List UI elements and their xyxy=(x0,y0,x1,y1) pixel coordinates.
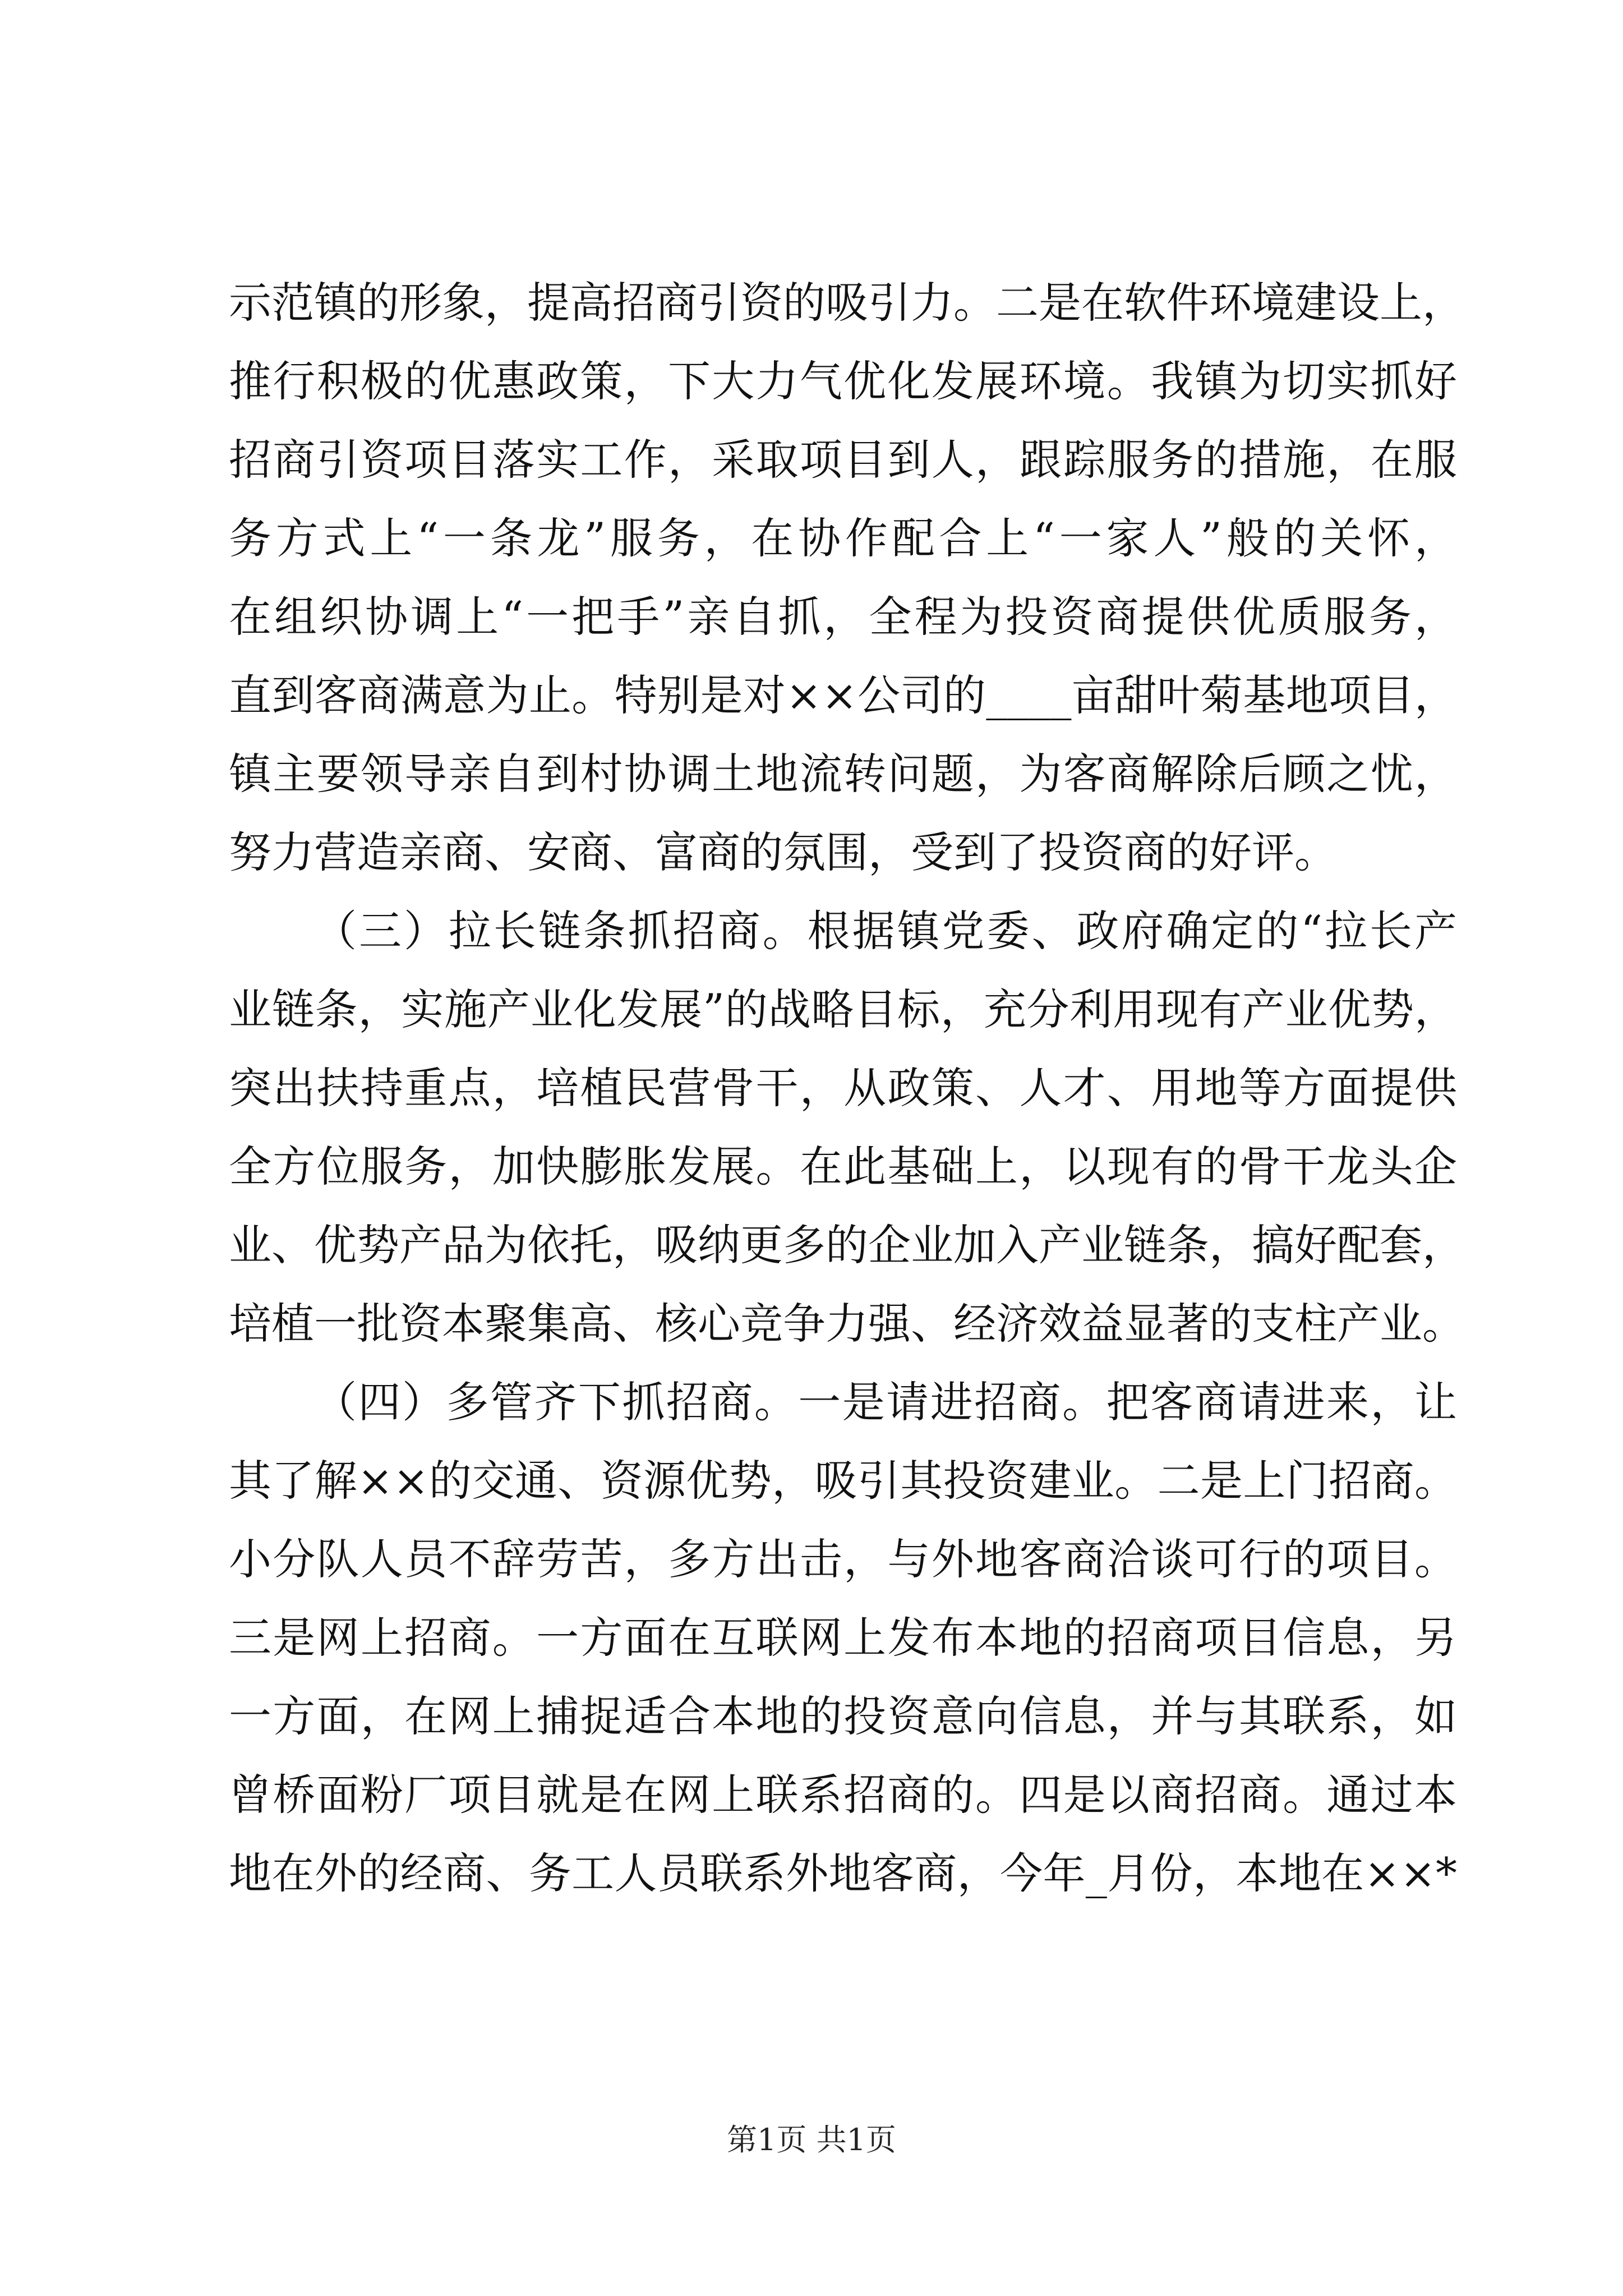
text-line: 务方式上“一条龙”服务，在协作配合上“一家人”般的关怀， xyxy=(229,513,1457,563)
page-number-footer: 第1页 共1页 xyxy=(727,2122,896,2157)
text-line: 招商引资项目落实工作，采取项目到人，跟踪服务的措施，在服 xyxy=(229,435,1457,485)
text-line: 直到客商满意为止。特别是对××公司的____亩甜叶菊基地项目， xyxy=(229,670,1457,720)
text-line: 推行积极的优惠政策，下大力气优化发展环境。我镇为切实抓好 xyxy=(229,356,1457,406)
text-line: 一方面，在网上捕捉适合本地的投资意向信息，并与其联系，如 xyxy=(229,1691,1457,1741)
section-heading-line: （四）多管齐下抓招商。一是请进招商。把客商请进来，让 xyxy=(314,1377,1457,1427)
text-line: 小分队人员不辞劳苦，多方出击，与外地客商洽谈可行的项目。 xyxy=(229,1534,1457,1584)
text-line: 在组织协调上“一把手”亲自抓，全程为投资商提供优质服务， xyxy=(229,592,1457,642)
text-line: 镇主要领导亲自到村协调土地流转问题，为客商解除后顾之忧， xyxy=(229,749,1457,799)
document-body xyxy=(229,264,1465,1913)
text-line: 突出扶持重点，培植民营骨干，从政策、人才、用地等方面提供 xyxy=(229,1063,1457,1113)
text-line: 示范镇的形象，提高招商引资的吸引力。二是在软件环境建设上， xyxy=(229,278,1465,328)
section-heading-line: （三）拉长链条抓招商。根据镇党委、政府确定的“拉长产 xyxy=(314,906,1457,956)
text-line: 地在外的经商、务工人员联系外地客商，今年_月份，本地在××* xyxy=(229,1848,1457,1898)
text-line: 培植一批资本聚集高、核心竞争力强、经济效益显著的支柱产业。 xyxy=(229,1299,1465,1349)
text-line: 其了解××的交通、资源优势，吸引其投资建业。二是上门招商。 xyxy=(229,1456,1457,1506)
text-line: 业链条，实施产业化发展”的战略目标，充分利用现有产业优势， xyxy=(229,984,1457,1034)
text-line: 曾桥面粉厂项目就是在网上联系招商的。四是以商招商。通过本 xyxy=(229,1770,1457,1820)
text-line: 业、优势产品为依托，吸纳更多的企业加入产业链条，搞好配套， xyxy=(229,1220,1465,1270)
text-line: 努力营造亲商、安商、富商的氛围，受到了投资商的好评。 xyxy=(229,827,1337,877)
text-line: 全方位服务，加快膨胀发展。在此基础上，以现有的骨干龙头企 xyxy=(229,1142,1457,1191)
text-line: 三是网上招商。一方面在互联网上发布本地的招商项目信息，另 xyxy=(229,1613,1457,1663)
